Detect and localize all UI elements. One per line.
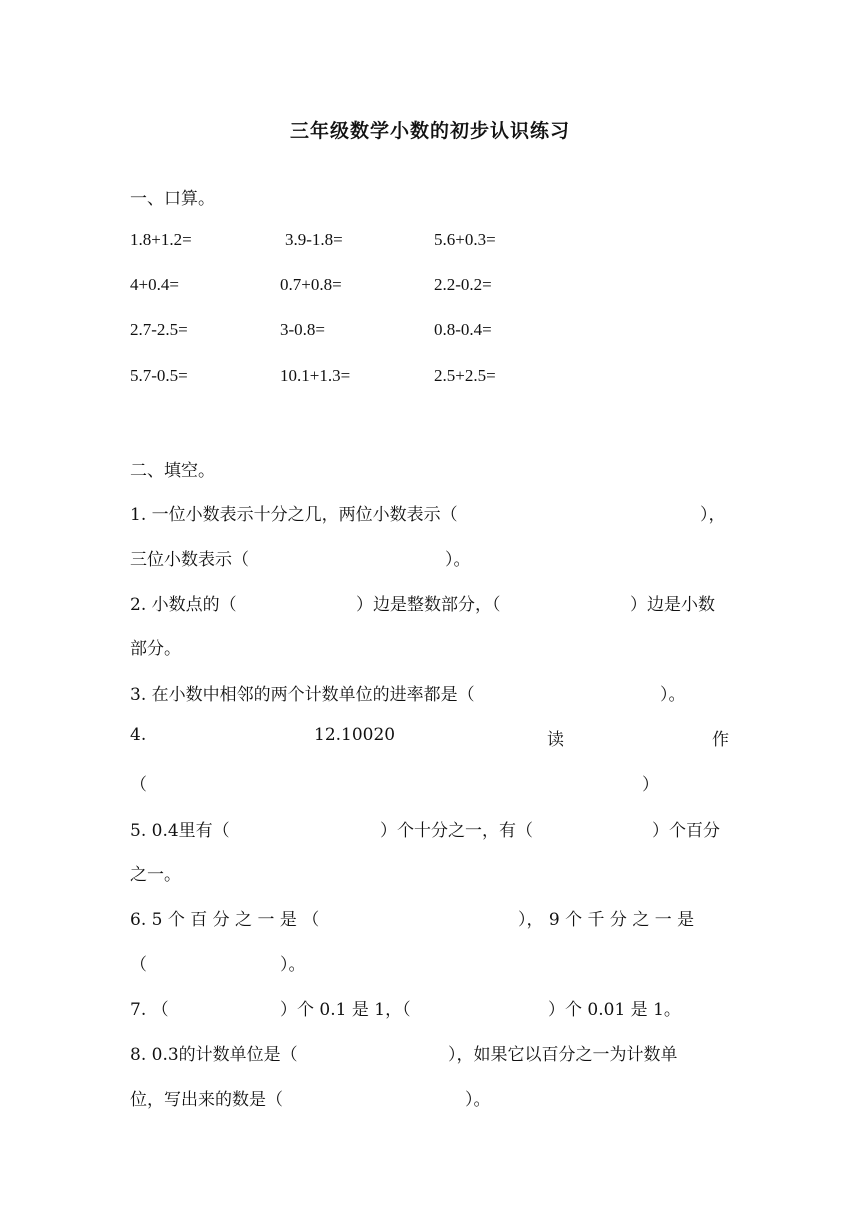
calc-item: 1.8+1.2=	[130, 230, 192, 249]
question-5-line-1	[130, 816, 730, 840]
q8-text: 8. 0.3的计数单位是（	[130, 1045, 298, 1065]
q8-text-2: 位，写出来的数是（	[130, 1090, 283, 1110]
calc-item: 3-0.8=	[280, 320, 325, 339]
calc-item: 0.8-0.4=	[434, 320, 492, 339]
question-4-line-1	[130, 725, 730, 749]
calc-item: 2.2-0.2=	[434, 275, 492, 294]
question-6-line-1	[130, 905, 730, 929]
question-1-line-1	[130, 500, 730, 524]
q6-text-mid: ）， 9 个 千 分 之 一 是	[518, 910, 695, 930]
q2-text-2: 部分。	[130, 639, 181, 659]
q5-text: 5. 0.4里有（	[130, 821, 230, 841]
question-3	[130, 680, 730, 704]
calc-item: 2.7-2.5=	[130, 320, 188, 339]
calc-item: 10.1+1.3=	[280, 366, 351, 385]
q5-text-2: 之一。	[130, 865, 181, 885]
q7-text-mid: ）个 0.1 是 1，（	[280, 1000, 411, 1020]
calc-item: 2.5+2.5=	[434, 366, 496, 385]
q1-blank-close-2: ）。	[445, 550, 471, 570]
section2-heading: 二、填空。	[130, 461, 215, 481]
q1-text: 1. 一位小数表示十分之几，两位小数表示（	[130, 505, 458, 525]
q6-blank-close: ）。	[280, 955, 306, 975]
question-7	[130, 995, 730, 1019]
section1-heading: 一、口算。	[130, 189, 215, 209]
question-1-line-2	[130, 545, 730, 569]
question-4-line-2	[130, 770, 730, 794]
q3-text: 3. 在小数中相邻的两个计数单位的进率都是（	[130, 685, 475, 705]
calc-item: 4+0.4=	[130, 275, 179, 294]
question-8-line-2	[130, 1085, 730, 1109]
q8-blank-close: ）。	[465, 1090, 491, 1110]
q8-text-mid: ），如果它以百分之一为计数单	[448, 1045, 678, 1065]
q2-text-mid: ）边是整数部分，（	[356, 595, 501, 615]
question-8-line-1	[130, 1040, 730, 1064]
question-2-line-2	[130, 634, 730, 658]
calc-item: 3.9-1.8=	[285, 230, 343, 249]
page-title: 三年级数学小数的初步认识练习	[289, 120, 570, 142]
question-5-line-2	[130, 860, 730, 884]
q1-text-2: 三位小数表示（	[130, 550, 249, 570]
calc-item: 0.7+0.8=	[280, 275, 342, 294]
q4-number: 4.	[130, 725, 147, 745]
question-2-line-1	[130, 590, 730, 614]
q4-as: 作	[712, 730, 729, 750]
q4-blank-close: ）	[642, 775, 659, 795]
q6-text: 6. 5 个 百 分 之 一 是 （	[130, 910, 320, 930]
q4-blank-open: （	[130, 775, 147, 795]
calc-item: 5.7-0.5=	[130, 366, 188, 385]
q2-text-end: ）边是小数	[630, 595, 715, 615]
calc-item: 5.6+0.3=	[434, 230, 496, 249]
q1-blank-close: ），	[700, 505, 726, 525]
q7-text: 7. （	[130, 1000, 169, 1020]
q7-text-end: ）个 0.01 是 1。	[548, 1000, 681, 1020]
q3-blank-close: ）。	[660, 685, 686, 705]
q5-text-mid: ）个十分之一，有（	[380, 821, 533, 841]
question-6-line-2	[130, 950, 730, 974]
q2-text: 2. 小数点的（	[130, 595, 237, 615]
q4-read: 读	[547, 730, 564, 750]
q6-blank-open: （	[130, 955, 147, 975]
q4-value: 12.10020	[314, 725, 396, 745]
q5-text-end: ）个百分	[652, 821, 720, 841]
